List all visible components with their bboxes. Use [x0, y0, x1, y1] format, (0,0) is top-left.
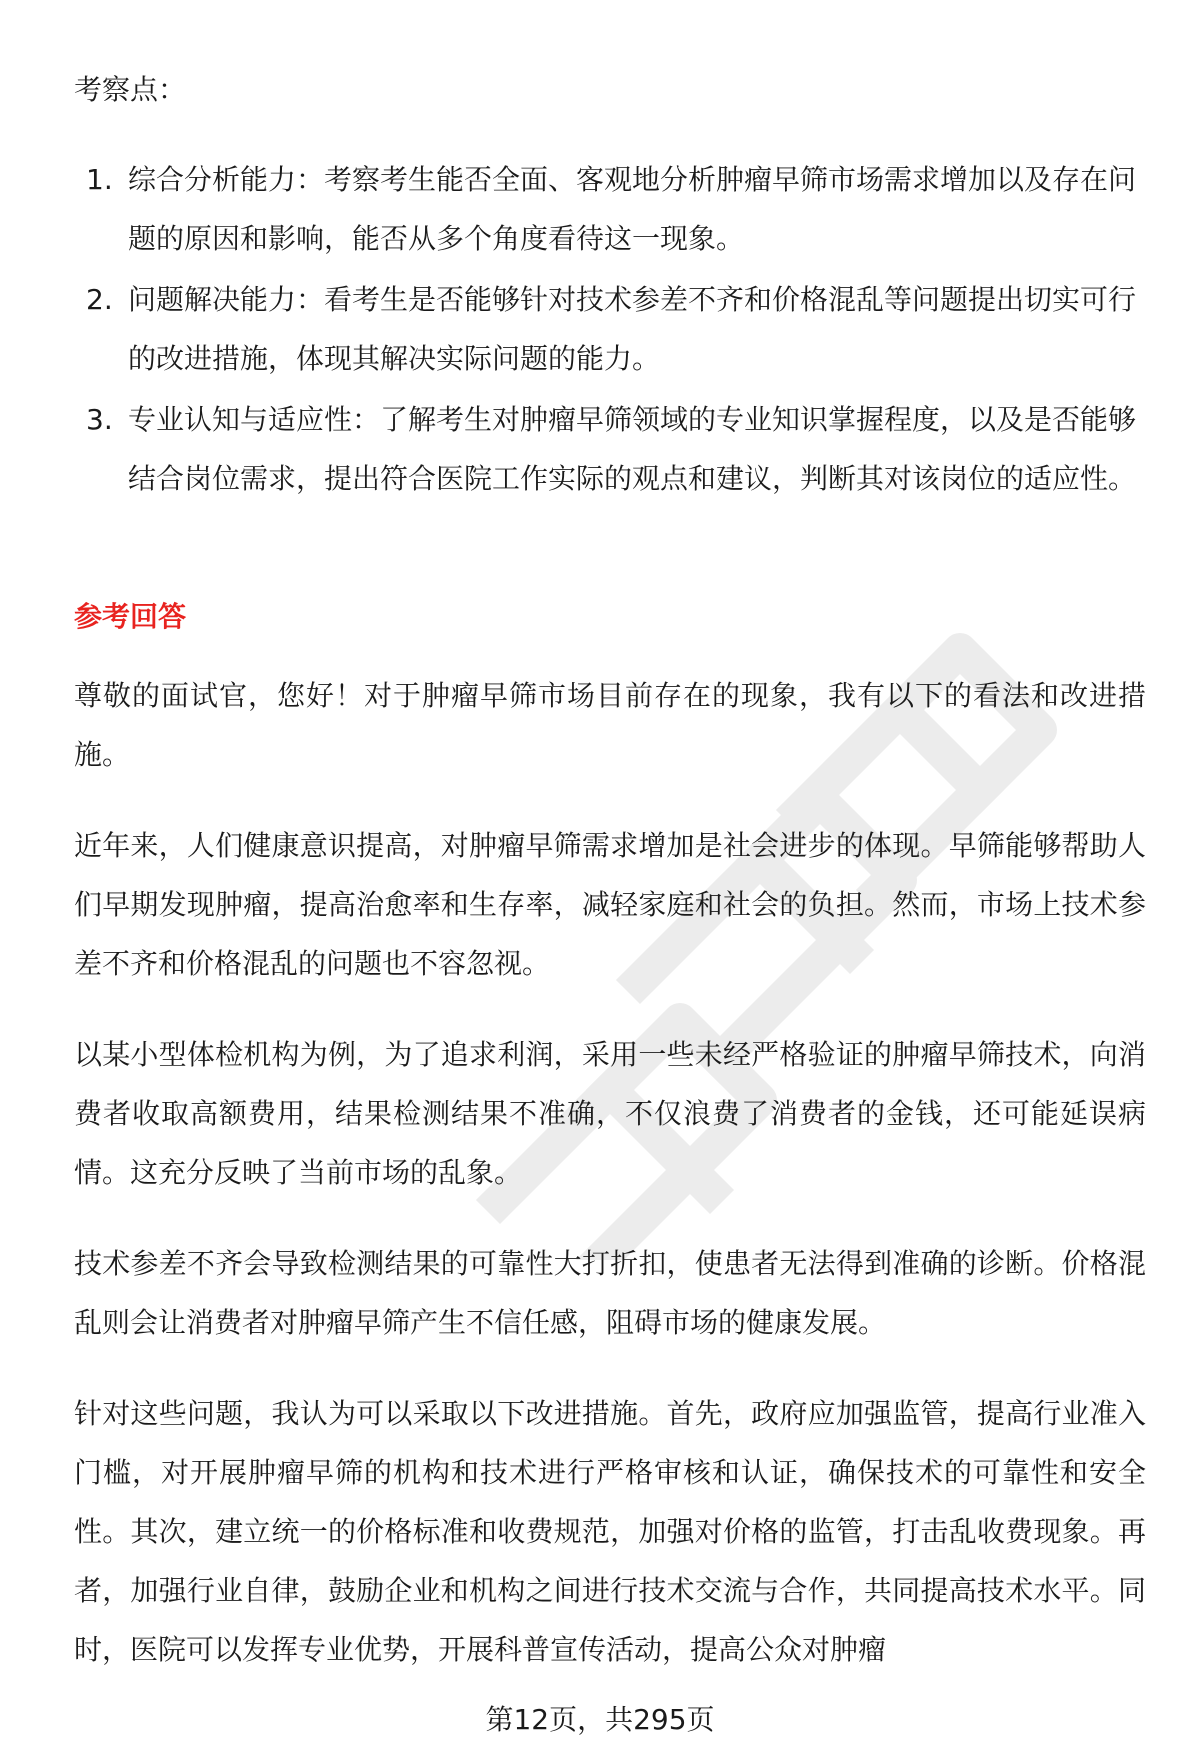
list-number: 2. — [86, 283, 113, 316]
list-item — [74, 270, 1146, 388]
list-item-text: 专业认知与适应性：了解考生对肿瘤早筛领域的专业知识掌握程度，以及是否能够结合岗位需求，提出符合医院工作实际的观点和建议，判断其对该岗位的适应性。 — [128, 403, 1137, 495]
answer-paragraph: 近年来，人们健康意识提高，对肿瘤早筛需求增加是社会进步的体现。早筛能够帮助人们早期发现肿瘤，提高治愈率和生存率，减轻家庭和社会的负担。然而，市场上技术参差不齐和价格混乱的问题也不容忽视。 — [74, 829, 1146, 980]
reference-answer-title: 参考回答 — [74, 600, 187, 633]
exam-points-heading: 考察点： — [74, 73, 187, 106]
list-item-text: 综合分析能力：考察考生能否全面、客观地分析肿瘤早筛市场需求增加以及存在问题的原因和影响，能否从多个角度看待这一现象。 — [128, 163, 1137, 255]
answer-paragraph: 技术参差不齐会导致检测结果的可靠性大打折扣，使患者无法得到准确的诊断。价格混乱则会让消费者对肿瘤早筛产生不信任感，阻碍市场的健康发展。 — [74, 1247, 1146, 1339]
page-number: 第12页，共295页 — [485, 1703, 715, 1736]
answer-paragraph: 针对这些问题，我认为可以采取以下改进措施。首先，政府应加强监管，提高行业准入门槛，对开展肿瘤早筛的机构和技术进行严格审核和认证，确保技术的可靠性和安全性。其次，建立统一的价格标准和收费规范，加强对价格的监管，打击乱收费现象。再者，加强行业自律，鼓励企业和机构之间进行技术交流与合作，共同提高技术水平。同时，医院可以发挥专业优势，开展科普宣传活动，提高公众对肿瘤 — [74, 1397, 1146, 1666]
exam-points-list — [74, 150, 1146, 510]
list-item-text: 问题解决能力：看考生是否能够针对技术参差不齐和价格混乱等问题提出切实可行的改进措施，体现其解决实际问题的能力。 — [128, 283, 1137, 375]
answer-paragraph: 以某小型体检机构为例，为了追求利润，采用一些未经严格验证的肿瘤早筛技术，向消费者收取高额费用，结果检测结果不准确，不仅浪费了消费者的金钱，还可能延误病情。这充分反映了当前市场的乱象。 — [74, 1038, 1146, 1189]
list-number: 3. — [86, 403, 113, 436]
list-number: 1. — [86, 163, 113, 196]
list-item — [74, 150, 1146, 268]
list-item — [74, 390, 1146, 508]
answer-paragraph: 尊敬的面试官，您好！对于肿瘤早筛市场目前存在的现象，我有以下的看法和改进措施。 — [74, 679, 1146, 771]
